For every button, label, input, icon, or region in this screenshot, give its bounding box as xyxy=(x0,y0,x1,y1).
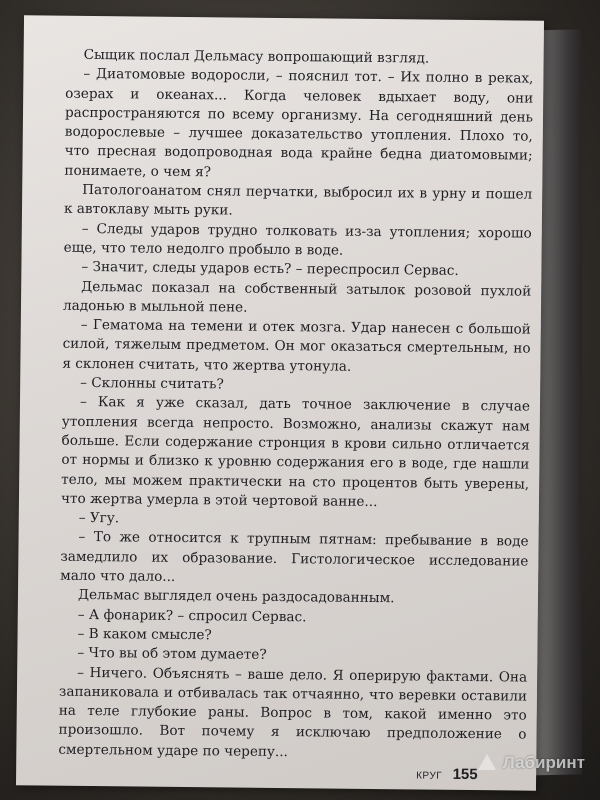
paragraph: Патологоанатом снял перчатки, выбросил их в урну и пошел к автоклаву мыть руки. xyxy=(63,181,533,219)
paragraph: – А фонарик? – спросил Сервас. xyxy=(77,606,307,625)
running-head: КРУГ xyxy=(416,770,443,782)
page-text xyxy=(58,46,533,765)
watermark-text: Лабиринт xyxy=(502,753,585,772)
paragraph: – Значит, следы ударов есть? – переспросил Сервас. xyxy=(81,259,459,280)
paragraph: Дельмас показал на собственный затылок розовой пухлой ладонью в мыльной пене. xyxy=(62,278,532,316)
paragraph: – Следы ударов трудно толковать из-за утопления; хорошо еще, что тело недолго пробыло в воде. xyxy=(63,220,532,259)
page-number: 155 xyxy=(452,765,478,784)
paragraph: – Ничего. Объяснять – ваше дело. Я оперирую фактами. Она запаниковала и отбивалась так отчаянно, что веревки оставили на теле глубокие раны. Вопрос в том, какой именно это произошло. Вот почему я исключаю предположение о смертельном ударе по черепу... xyxy=(58,664,528,760)
book-page xyxy=(16,15,544,790)
paragraph: Сыщик послал Дельмасу вопрошающий взгляд. xyxy=(83,46,430,67)
page-footer xyxy=(416,765,478,784)
paragraph: – Гематома на темени и отек мозга. Удар нанесен с большой силой, тяжелым предметом. Он мог оказаться смертельным, но я склонен считать, что жертва утонула. xyxy=(62,317,531,375)
labirint-logo-icon xyxy=(478,754,496,770)
watermark xyxy=(478,753,585,773)
paragraph: – В каком смысле? xyxy=(77,625,212,644)
paragraph: Дельмас выглядел очень раздосадованным. xyxy=(77,587,395,607)
paragraph: – Как я уже сказал, дать точное заключение в случае утопления всегда непросто. Возможно, анализы скажут нам больше. Если содержание стронция в крови сильно отличается от нормы и близко к уровню содержания его в воде, где нашли тело, мы можем практически на сто процентов быть уверены, что жертва умерла в этой чертовой ванне... xyxy=(60,394,531,510)
paragraph: – Что вы об этом думаете? xyxy=(77,645,267,664)
paragraph: – Диатомовые водоросли, – пояснил тот. – Их полно в реках, озерах и океанах... Когда человек вдыхает воду, они распространяются по всему организму. На сегодняшний день водорослевые – лучшее доказательство утопления. Плохо то, что пресная водопроводная вода крайне бедна диатомовыми; понимаете, о чем я? xyxy=(64,66,534,181)
paragraph: – Склонны считать? xyxy=(80,374,224,393)
paragraph: – Угу. xyxy=(78,510,120,527)
paragraph: – То же относится к трупным пятнам: пребывание в воде замедлило их образование. Гистологическое исследование мало что дало... xyxy=(60,529,529,585)
